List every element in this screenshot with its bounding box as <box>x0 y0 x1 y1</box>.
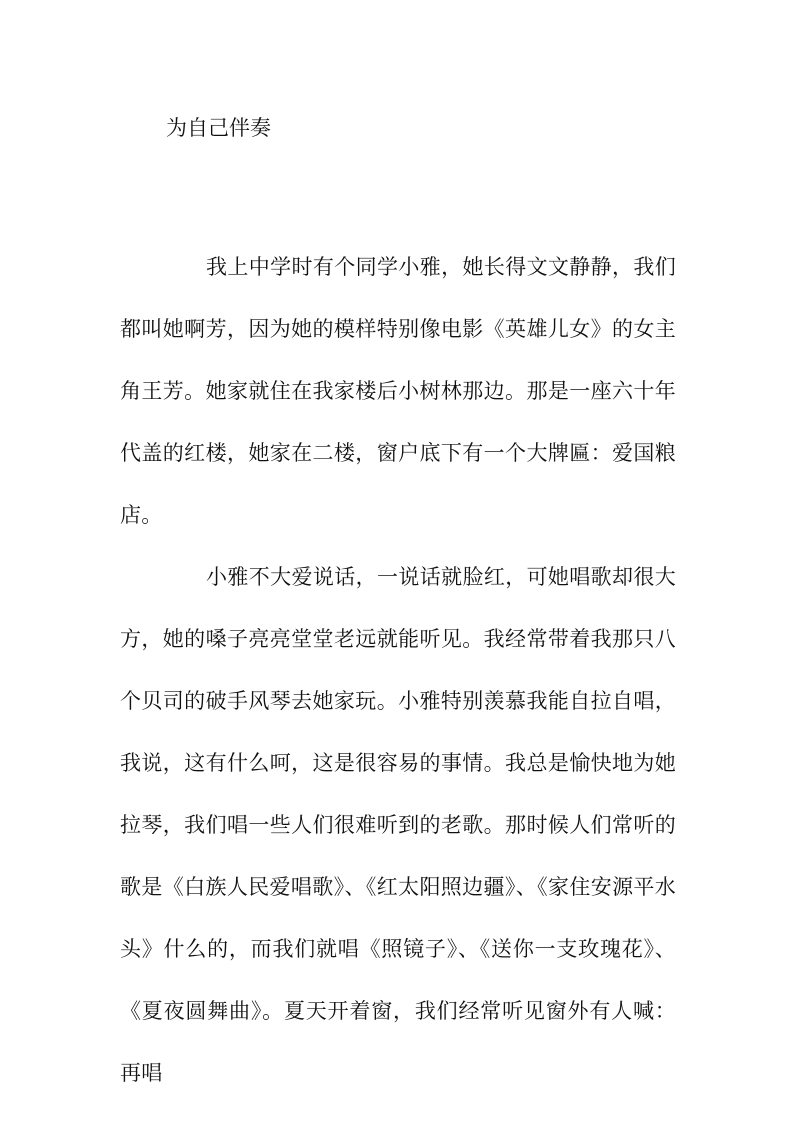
document-title: 为自己伴奏 <box>166 116 271 140</box>
paragraph-1: 我上中学时有个同学小雅，她长得文文静静，我们都叫她啊芳，因为她的模样特别像电影《英雄儿女》的女主角王芳。她家就住在我家楼后小树林那边。那是一座六十年代盖的红楼，她家在二楼，窗户底下有一个大牌匾：爱国粮店。 <box>120 255 676 527</box>
document-body <box>120 236 676 1104</box>
paragraph-2: 小雅不大爱说话，一说话就脸红，可她唱歌却很大方，她的嗓子亮亮堂堂老远就能听见。我经常带着我那只八个贝司的破手风琴去她家玩。小雅特别羡慕我能自拉自唱，我说，这有什么呵，这是很容易的事情。我总是愉快地为她拉琴，我们唱一些人们很难听到的老歌。那时候人们常听的歌是《白族人民爱唱歌》、《红太阳照边疆》、《家住安源平水头》什么的，而我们就唱《照镜子》、《送你一支玫瑰花》、《夏夜圆舞曲》。夏天开着窗，我们经常听见窗外有人喊：再唱 <box>120 565 676 1085</box>
